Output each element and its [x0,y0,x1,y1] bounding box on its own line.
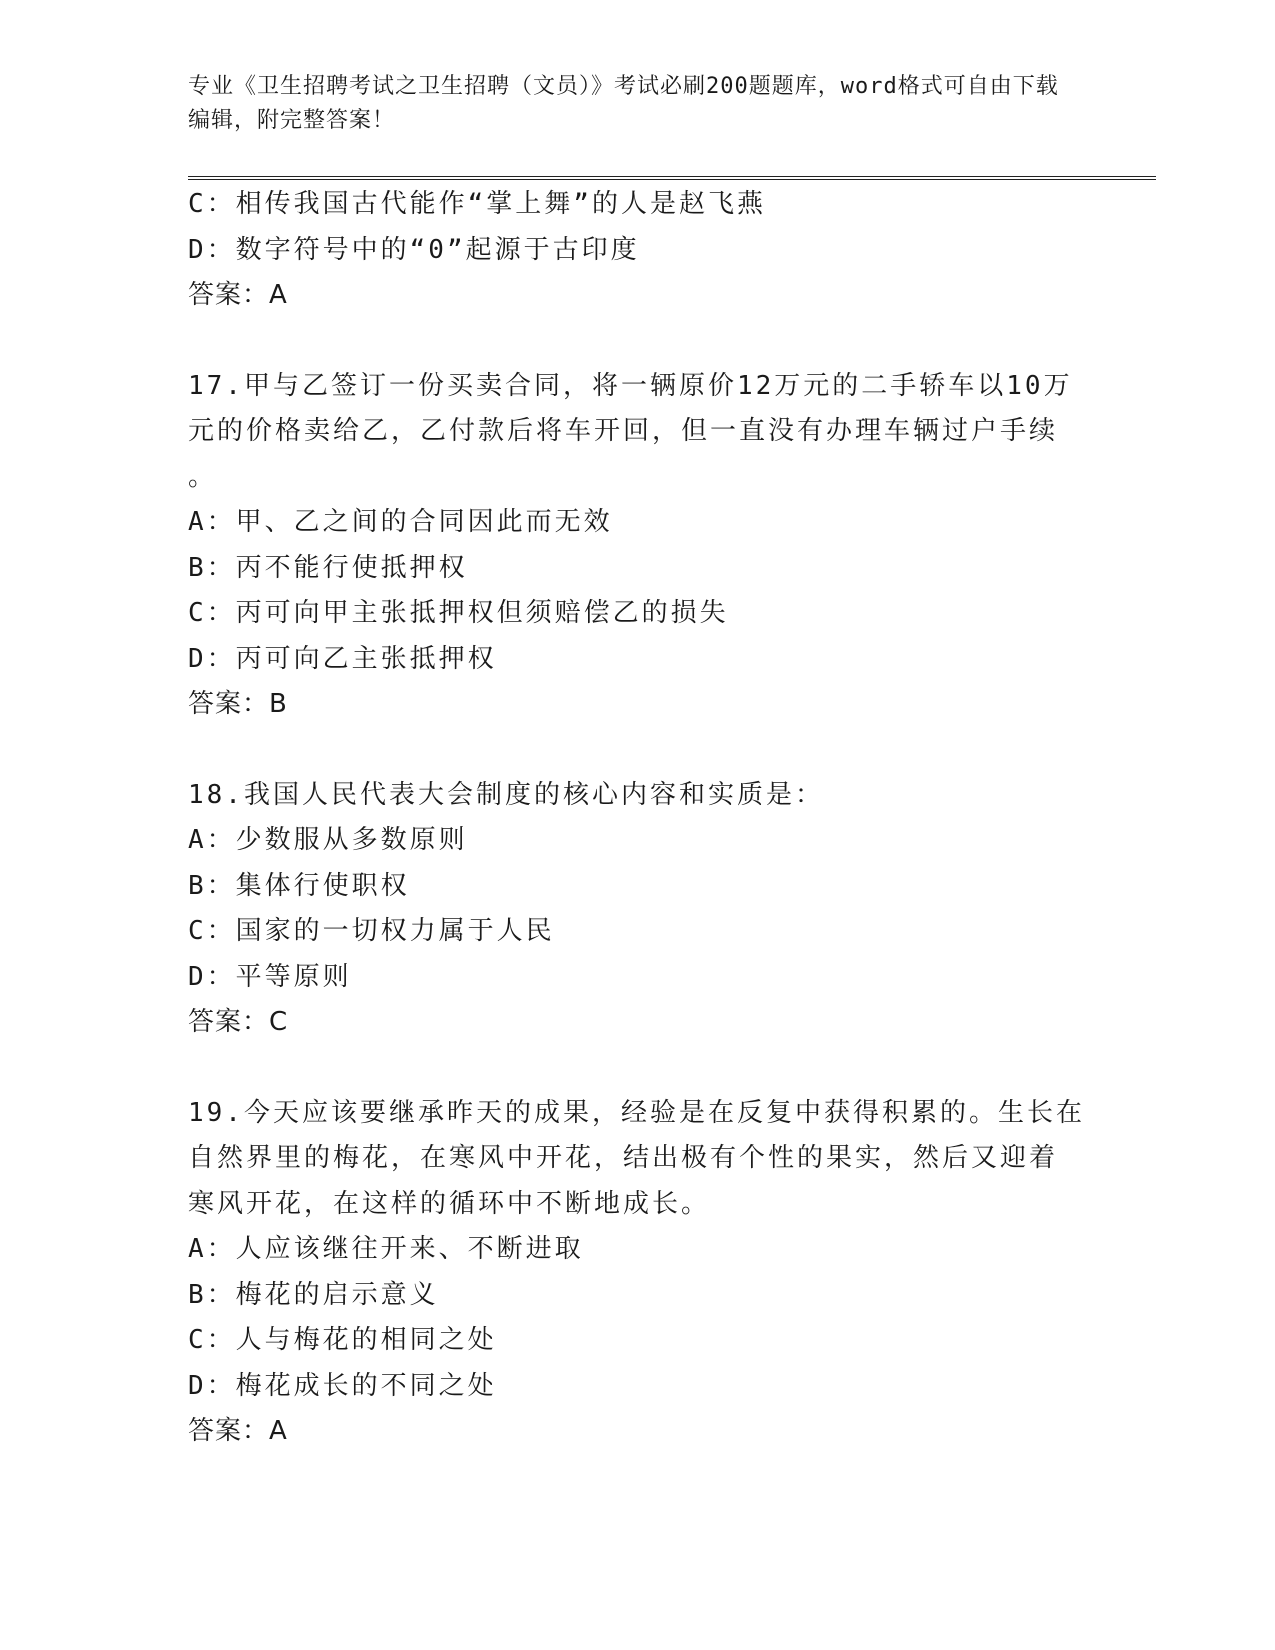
option-a: A：少数服从多数原则 [188,825,468,855]
option-b: B：丙不能行使抵押权 [188,552,468,583]
continued-question [188,182,1148,319]
option-c: C：人与梅花的相同之处 [188,1325,497,1355]
option-d: D：平等原则 [188,961,352,992]
document-header: 专业《卫生招聘考试之卫生招聘（文员）》考试必刷200题题库，word格式可自由下载编辑，附完整答案！ [188,74,1059,133]
question-stem-line: 19.今天应该要继承昨天的成果，经验是在反复中获得积累的。生长在 [188,1097,1085,1128]
answer-line: 答案：A [188,1416,288,1446]
answer-line: 答案：A [188,280,288,310]
option-d: D：梅花成长的不同之处 [188,1370,497,1401]
option-b: B：集体行使职权 [188,870,410,901]
question-17 [188,364,1148,728]
question-stem-line: 。 [188,461,218,492]
answer-line: 答案：B [188,689,288,719]
option-d: D：丙可向乙主张抵押权 [188,643,497,674]
question-19 [188,1091,1148,1455]
question-stem-line: 17.甲与乙签订一份买卖合同，将一辆原价12万元的二手轿车以10万 [188,370,1073,401]
option-c: C：丙可向甲主张抵押权但须赔偿乙的损失 [188,598,729,628]
header-divider [188,176,1156,180]
option-d: D：数字符号中的“0”起源于古印度 [188,234,640,265]
option-a: A：人应该继往开来、不断进取 [188,1234,584,1264]
document-page [188,70,1148,1455]
option-b: B：梅花的启示意义 [188,1279,439,1310]
question-18 [188,773,1148,1046]
question-stem-line: 自然界里的梅花，在寒风中开花，结出极有个性的果实，然后又迎着 [188,1143,1059,1173]
question-stem-line: 元的价格卖给乙，乙付款后将车开回，但一直没有办理车辆过户手续 [188,416,1059,446]
option-c: C：国家的一切权力属于人民 [188,916,555,946]
question-stem-line: 18.我国人民代表大会制度的核心内容和实质是： [188,779,824,810]
option-c: C：相传我国古代能作“掌上舞”的人是赵飞燕 [188,189,766,219]
option-a: A：甲、乙之间的合同因此而无效 [188,507,613,537]
question-stem-line: 寒风开花，在这样的循环中不断地成长。 [188,1188,711,1219]
answer-line: 答案：C [188,1007,289,1037]
